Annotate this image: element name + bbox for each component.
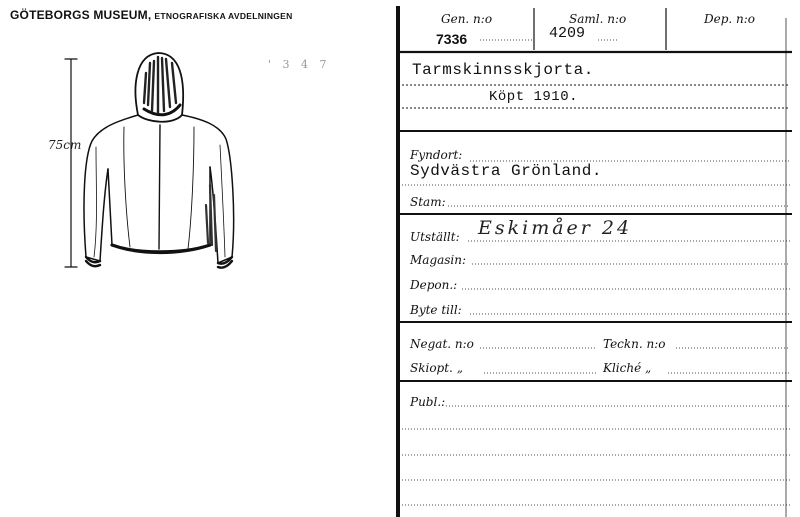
utstallt-value: Eskimåer 24 xyxy=(478,217,633,239)
object-title: Tarmskinnsskjorta. xyxy=(412,61,594,79)
department-name: ETNOGRAFISKA AVDELNINGEN xyxy=(154,11,293,21)
negat-label: Negat. n:o xyxy=(410,337,474,351)
byte-label: Byte till: xyxy=(410,303,462,317)
saml-number-label: Saml. n:o xyxy=(569,12,627,26)
publ-label: Publ.: xyxy=(410,395,446,409)
pencil-mark: ' 3 4 7 xyxy=(268,58,331,71)
dep-number-label: Dep. n:o xyxy=(704,12,756,26)
fyndort-value: Sydvästra Grönland. xyxy=(410,162,602,180)
size-label: 75cm xyxy=(48,138,82,152)
museum-name: GÖTEBORGS MUSEUM, xyxy=(10,8,152,22)
stam-label: Stam: xyxy=(410,195,446,209)
gen-number-value: 7336 xyxy=(436,31,468,47)
utstallt-label: Utställt: xyxy=(410,230,460,244)
depon-label: Depon.: xyxy=(410,278,458,292)
fyndort-label: Fyndort: xyxy=(410,148,463,162)
skiopt-label: Skiopt. „ xyxy=(410,361,463,375)
saml-number-value: 4209 xyxy=(549,25,586,42)
kliche-label: Kliché „ xyxy=(603,361,652,375)
magasin-label: Magasin: xyxy=(410,253,467,267)
gen-number-label: Gen. n:o xyxy=(441,12,493,26)
teckn-label: Teckn. n:o xyxy=(603,337,666,351)
acquisition-note: Köpt 1910. xyxy=(489,89,579,105)
